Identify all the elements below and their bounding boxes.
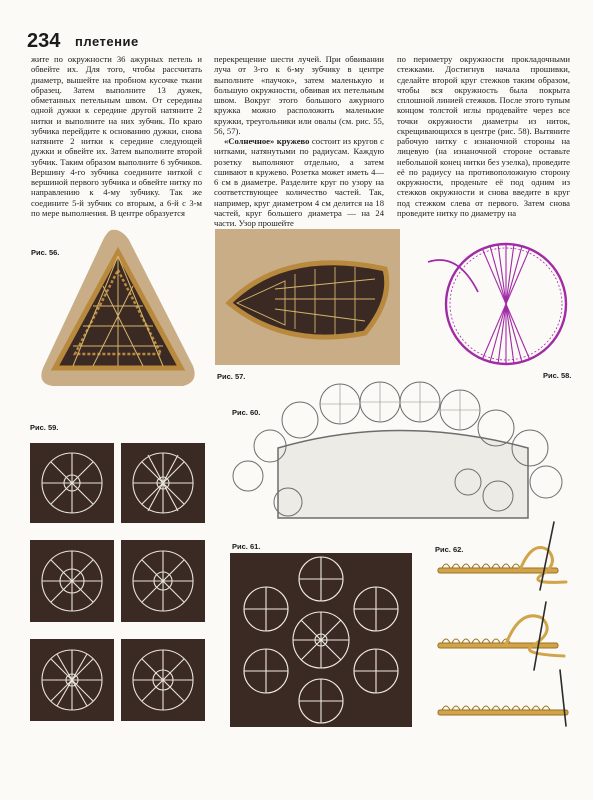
column-text: перекрещение шести лучей. При обвивании луча от 3-го к 6-му зубчику в центре выполните «паучок», затем маленькую и большую окружности, обвивая их петельным швом. Вокруг этого большого ажурного кружка можно расположить маленькие кружки, треугольники или овалы (см. рис. 55, 56, 57). [214,54,384,136]
column-text: жите по окружности 36 ажурных петель и обвейте их. Для того, чтобы рассчитать диаметр, вышейте на пробном кусочке ткани образец. Затем выполните 13 дужек, обметанных петельным швом. От середины одной дужки к середине другой натяните 2 нитки и выполните на них зубчик. По краю зубчика перейдите к основанию дужки, снова натяните 2 нитки к середине следующей дужки и обвейте их. Затем выполните второй зубчик. Таким образом выполните 6 зубчиков. Вершину 4-го зубчика соедините ниткой с вершиной первого зубчика и обвейте нитку по направлению к 4-му зубчику. Так же соедините 5-й зубчик со вторым, а 6-й с 3-м по мере выполнения. В центре образуется [31,54,202,218]
column-text: состоит из кругов с нитками, натянутыми по радиусам. Каждую розетку выполняют отдельно, а затем сшивают в кружево. Розетка может иметь 4—6 см в диаметре. Разделите круг по узору на соответствующее количество частей. Так, например, круг диаметром 4 см делится на 18 частей, круг большего диаметра — на 24 части. Узор прошейте [214,136,384,228]
caption-fig56: Рис. 56. [31,248,60,257]
figure-59-rosettes [30,443,205,721]
figure-58-thread-circle [418,232,576,376]
caption-fig61: Рис. 61. [232,542,261,551]
term-highlight: «Солнечное» кружево [224,136,310,146]
figure-60-rosette-edging [228,378,573,523]
caption-fig59: Рис. 59. [30,423,59,432]
figure-56-triangle-lace [33,226,203,390]
caption-fig62: Рис. 62. [435,545,464,554]
figure-62-stitch-steps [436,520,576,735]
section-title: плетение [75,34,139,49]
caption-fig58: Рис. 58. [543,371,572,380]
caption-fig57: Рис. 57. [217,372,246,381]
text-column-2 [214,54,384,228]
page-number: 234 [27,30,61,52]
text-column-3 [397,54,570,218]
column-text: по периметру окружности прокладочными стежками. Достигнув начала прошивки, сделайте второй круг стежков таким образом, чтобы вся окружность была покрыта сплошной линией стежков. После этого тупым концом толстой иглы продевайте через все точки окружности диаметры из ниток, скрещивающихся в центре (рис. 58). Вытяните рабочую нитку с изнаночной стороны на лицевую (на изнаночной стороне оставьте небольшой конец нитки без узелка), проведите её по радиусу на противоположную сторону окружности, проденьте её под одним из стежков окружности и снова введите в круг под стежком слева от первого. Затем снова проведите нитку по диаметру на [397,54,570,218]
text-column-1 [31,54,202,218]
caption-fig60: Рис. 60. [232,408,261,417]
figure-61-rosette-cluster [230,553,412,727]
figure-57-oval-lace [215,229,400,365]
